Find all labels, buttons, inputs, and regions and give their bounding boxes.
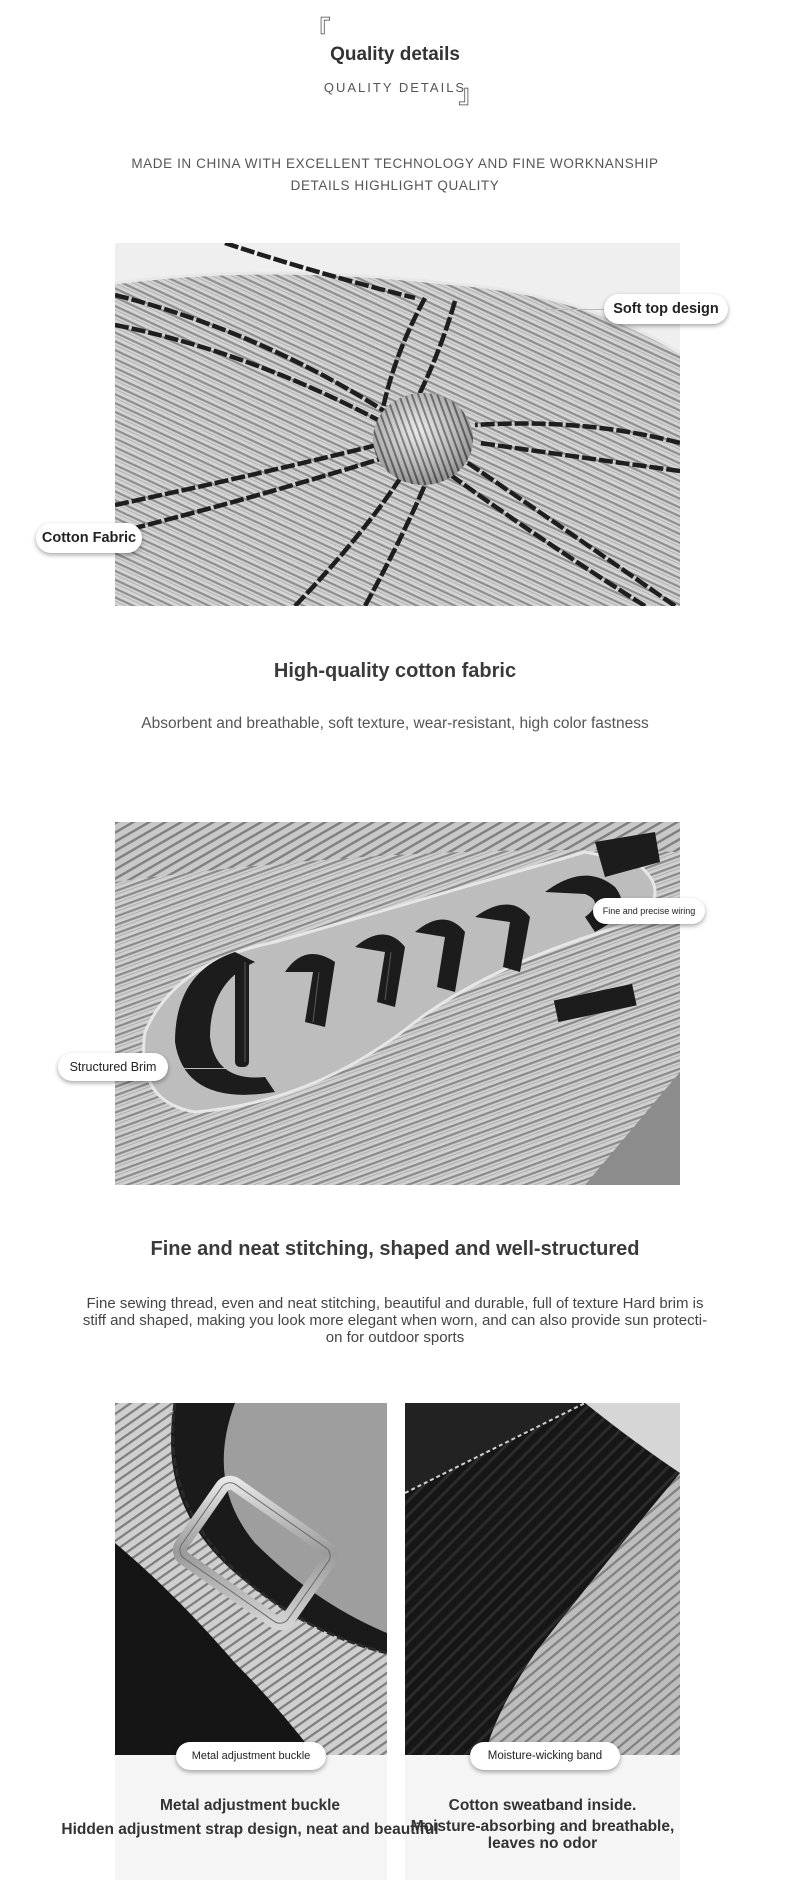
section2-description-line-1: Fine sewing thread, even and neat stitching, beautiful and durable, full of texture Hard brim is	[86, 1295, 704, 1312]
fine-wiring-label: Fine and precise wiring	[593, 898, 705, 924]
page-title: Quality details	[330, 44, 460, 65]
intro-line-1: MADE IN CHINA WITH EXCELLENT TECHNOLOGY AND FINE WORKNANSHIP	[131, 156, 659, 171]
open-bracket-icon: 『	[305, 16, 332, 46]
section1-heading: High-quality cotton fabric	[273, 660, 517, 682]
buckle-photo	[115, 1403, 387, 1755]
buckle-caption-title: Metal adjustment buckle	[159, 1797, 340, 1814]
cotton-fabric-label: Cotton Fabric	[36, 523, 142, 553]
sweatband-photo	[405, 1403, 680, 1755]
close-bracket-icon: 』	[458, 80, 485, 110]
intro-line-2: DETAILS HIGHLIGHT QUALITY	[290, 178, 500, 193]
embroidery-photo	[115, 822, 680, 1185]
page-subtitle: QUALITY DETAILS	[323, 80, 467, 95]
section2-description-line-3: on for outdoor sports	[325, 1329, 465, 1346]
sweatband-caption-text-1: Moisture-absorbing and breathable,	[410, 1818, 675, 1835]
leader-line	[166, 1068, 226, 1069]
soft-top-label: Soft top design	[604, 294, 728, 324]
section2-description-line-2: stiff and shaped, making you look more elegant when worn, and can also provide sun protecti-	[82, 1312, 708, 1329]
leader-line	[545, 309, 605, 310]
sweatband-label: Moisture-wicking band	[470, 1742, 620, 1770]
sweatband-caption-text-2: leaves no odor	[487, 1835, 598, 1852]
buckle-caption-panel	[115, 1755, 387, 1880]
sweatband-caption-title: Cotton sweatband inside.	[448, 1797, 637, 1814]
section2-description	[0, 1295, 790, 1346]
buckle-caption-text: Hidden adjustment strap design, neat and beautiful	[61, 1821, 439, 1838]
structured-brim-label: Structured Brim	[58, 1053, 168, 1081]
section1-description: Absorbent and breathable, soft texture, wear-resistant, high color fastness	[141, 715, 649, 732]
section2-heading: Fine and neat stitching, shaped and well-structured	[150, 1238, 640, 1260]
buckle-label: Metal adjustment buckle	[176, 1742, 326, 1770]
cap-top-photo	[115, 243, 680, 606]
